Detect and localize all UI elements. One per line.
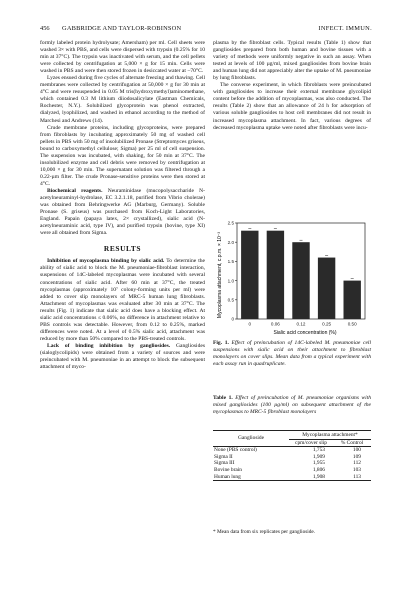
running-header — [40, 25, 372, 35]
page-number: 456 — [40, 25, 50, 32]
table-row: Sigma II 1,909 109 — [214, 453, 361, 460]
y-axis-label: Mycoplasma attachment, c.p.m. × 10⁻³ — [217, 231, 223, 319]
table-title: Table 1. Effect of preincubation of M. pneumoniae organisms with mixed gangliosides (100 µg/ml) on subsequent attachment of the mycoplasmas to MRC-5 fibroblast monolayers — [213, 395, 371, 416]
bar — [343, 281, 360, 319]
bar — [241, 231, 258, 319]
running-authors: GABBRIDGE AND TAYLOR-ROBINSON — [62, 25, 182, 32]
y-tick-label: 2.5 — [227, 220, 234, 226]
y-tick-label: 1.5 — [227, 259, 234, 265]
paragraph: plasma by the fibroblast cells. Typical results (Table 1) show that gangliosides prepared from both human and bovine tissues with a variety of methods were uniformly negative in such an assay. When tested at levels of 100 µg/ml, mixed gangliosides from bovine brain and human lung did not appreciably alter the uptake of M. pneumoniae by lung fibroblasts. — [213, 40, 371, 82]
table-row: Human lung 1,908 113 — [213, 474, 371, 481]
paragraph-lead: Lack of binding inhibition by gangliosides. — [47, 342, 171, 349]
y-tick-label: 1.0 — [227, 278, 234, 284]
bar — [267, 231, 284, 319]
paragraph-lead: Inhibition of mycoplasma binding by sialic acid. — [47, 258, 165, 265]
column-group-header: Mycoplasma attachment* — [289, 431, 371, 440]
x-tick-label: 0 — [248, 321, 252, 327]
x-tick-label: 0.50 — [347, 321, 357, 327]
bar-chart — [213, 215, 371, 337]
paragraph: Lyzes ensued during five cycles of alternate freezing and thawing. Cell membranes were collected by centrifugation at 50,000 × g for 30 min at 4°C and were resuspended in 0.05 M tris(hydroxymethyl)aminomethane, which contained 0.3 M lithium diiodosalicylate (Eastman Chemicals, Rochester, N.Y.). Solubilized glycoprotein was phenol extracted, dialyzed, lyophilized, and washed in ethanol according to the method of Marchesi and Andrews (14). — [40, 75, 205, 124]
bar — [318, 258, 335, 319]
paragraph: Crude membrane proteins, including glycoproteins, were prepared from fibroblasts by incubating approximately 50 mg of washed cell pellets in PBS with 50 mg of insolubilized Pronase (Streptomyces griseus, bound to carboxymethyl cellulose; Sigma) per 25 ml of cell suspension. The suspension was incubated, with shaking, for 50 min at 37°C. The insolubilized enzyme and cell debris were removed by centrifugation at 10,000 × g for 30 min. The supernatant solution was filtered through a 0.22-µm filter. The crude Pronase-sensitive proteins were then stored at 4°C. — [40, 124, 206, 187]
table-body — [213, 447, 371, 481]
paragraph: Inhibition of mycoplasma binding by sialic acid. To determine the ability of sialic acid to block the M. pneumoniae-fibroblast interaction, suspensions of 14C-labeled mycoplasmas were incubated with several concentrations of sialic acid. After 60 min at 37°C, the treated mycoplasmas (approximately 10⁷ colony-forming units per ml) were added to cover slip monolayers of MRC-5 human lung fibroblasts. Attachment of mycoplasmas was evaluated after 30 min at 37°C. The results (Fig. 1) indicate that sialic acid does have a blocking effect. At sialic acid concentrations ≤ 0.06%, no difference in attachment relative to PBS controls was detectable. However, from 0.12 to 0.25%, marked differences were noted. At a level of 0.5% sialic acid, attachment was reduced by more than 50% compared to the PBS-treated controls. — [40, 258, 205, 342]
paragraph: Lack of binding inhibition by gangliosides. Gangliosides (sialoglycolipids) were obtained from a variety of sources and were preincubated with M. pneumoniae in an attempt to block the subsequent attachment of myco- — [40, 342, 205, 371]
column-header-ganglioside: Ganglioside — [237, 435, 265, 442]
table-row: Bovine brain 1,806 103 — [214, 466, 361, 473]
figure-caption: Fig. 1. Effect of preincubation of 14C-labeled M. pneumoniae cell suspensions with sialic acid on their attachment to fibroblast monolayers on cover slips. Mean data from a typical experiment with each assay run in quadruplicate. — [213, 340, 371, 368]
table-1 — [213, 430, 371, 481]
column-header-cpm: cpm/cover slip — [295, 439, 327, 446]
y-tick-label: 2.0 — [227, 239, 234, 245]
figure-1-chart — [213, 215, 371, 337]
table-row: None (PBS control) 1,753 100 — [214, 447, 361, 454]
table-label: Table 1. — [213, 395, 233, 401]
section-heading-results: RESULTS — [103, 244, 142, 254]
paragraph-lead: Biochemical reagents. — [47, 187, 103, 194]
journal-abbrev: INFECT. IMMUN. — [318, 25, 372, 32]
x-tick-label: 0.25 — [322, 321, 332, 327]
x-axis-label: Sialic acid concentration (%) — [273, 330, 337, 336]
left-column — [40, 40, 205, 371]
bar — [292, 242, 309, 319]
figure-label: Fig. 1. — [213, 340, 229, 346]
table-row: Sigma III 1,955 112 — [214, 460, 361, 467]
x-tick-label: 0.12 — [296, 321, 306, 327]
y-tick-label: 0 — [231, 316, 234, 322]
column-header-pct: % Control — [340, 439, 364, 446]
right-column — [213, 40, 371, 132]
table-footnote: * Mean data from six replicates per ganglioside. — [213, 529, 316, 535]
paragraph: Biochemical reagents. Neuraminidase (mucopolysaccharide N-acetylneuraminyl-hydrolase, EC 3.2.1.18, purified from Vibrio cholerae) was obtained from Behringwerke AG (Marburg, Germany). Soluble Pronase (S. griseus) was purchased from Koch-Light Laboratories, England. Papain (papaya latex, 2× crystallized), sialic acid (N-acetylneuraminic acid, type IV), and purified trypsin (bovine, type XI) were all obtained from Sigma. — [40, 187, 205, 237]
y-tick-label: 0.5 — [227, 297, 234, 303]
paragraph: formly labeled protein hydrolysate; Amersham) per ml. Cell sheets were washed 3× with PBS, and cells were dispersed with trypsin (0.25% for 10 min at 37°C). The trypsin was inactivated with serum, and the cell pellets were collected by centrifugation at 5,000 × g for 15 min. Cells were washed in PBS and were then stored frozen in desiccated water at −70°C. — [40, 40, 205, 75]
x-tick-label: 0.06 — [270, 321, 280, 327]
paragraph: The converse experiment, in which fibroblasts were preincubated with gangliosides to increase their external membrane glycolipid content before the addition of mycoplasmas, was also conducted. The results (Table 2) show that an allowance of 24 h for adsorption of various soluble gangliosides to host cell membranes did not result in increased mycoplasma attachment. In fact, various degrees of decreased mycoplasma uptake were noted after fibroblasts were incu- — [213, 82, 371, 131]
